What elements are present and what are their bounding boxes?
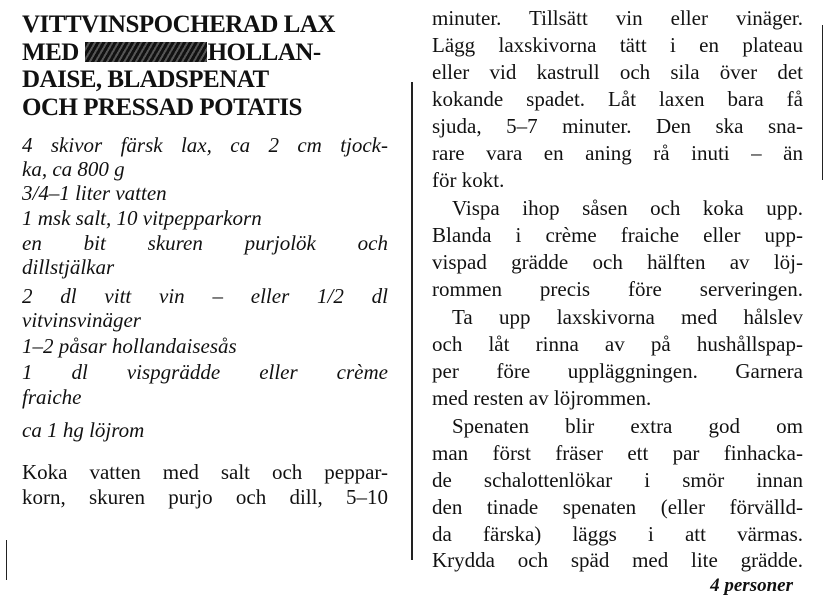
ingredient-line: ka, ca 800 g [22,157,125,181]
body-line: Spenaten blir extra god om [452,414,803,438]
body-line: Koka vatten med salt och peppar- [22,460,388,484]
body-line: da färska) läggs i att värmas. [432,522,803,546]
body-line: man först fräser ett par finhacka- [432,441,803,465]
body-line: sjuda, 5–7 minuter. Den ska sna- [432,114,803,138]
title-word: MED [22,39,79,66]
body-line: Lägg laxskivorna tätt i en plateau [432,33,803,57]
title-line [22,40,362,66]
right-edge-rule [822,25,823,180]
body-line: korn, skuren purjo och dill, 5–10 [22,485,388,509]
redacted-word-scribble [85,42,207,62]
body-line: för kokt. [432,168,505,192]
left-edge-rule [6,540,7,580]
ingredient-line: 1–2 påsar hollandaisesås [22,334,237,358]
ingredient-line: 4 skivor färsk lax, ca 2 cm tjock- [22,133,388,157]
title-line: OCH PRESSAD POTATIS [22,94,302,121]
body-line: minuter. Tillsätt vin eller vinäger. [432,6,803,30]
body-line: kokande spadet. Låt laxen bara få [432,87,803,111]
body-line: och låt rinna av på hushållspap- [432,332,803,356]
body-line: Vispa ihop såsen och koka upp. [452,196,803,220]
body-line: eller vid kastrull och sila över det [432,60,803,84]
body-line: med resten av löjrommen. [432,386,652,410]
ingredient-line: fraiche [22,385,82,409]
body-line: per före uppläggningen. Garnera [432,359,803,383]
ingredient-line: en bit skuren purjolök och [22,231,388,255]
ingredient-line: vitvinsvinäger [22,308,141,332]
body-line: de schalottenlökar i smör innan [432,468,803,492]
servings: 4 personer [710,575,793,596]
body-line: vispad grädde och hälften av löj- [432,250,803,274]
ingredient-line: 1 msk salt, 10 vitpepparkorn [22,206,262,230]
ingredient-line: dillstjälkar [22,255,115,279]
body-line: rommen precis före serveringen. [432,277,803,301]
ingredient-line: 1 dl vispgrädde eller crème [22,360,388,384]
ingredient-line: 2 dl vitt vin – eller 1/2 dl [22,284,388,308]
column-divider [411,82,413,560]
body-line: rare vara en aning rå inuti – än [432,141,803,165]
title-line: DAISE, BLADSPENAT [22,66,269,93]
body-line: Ta upp laxskivorna med hålslev [452,305,803,329]
title-word: HOLLAN- [207,39,321,66]
body-line: Blanda i crème fraiche eller upp- [432,223,803,247]
title-line: VITTVINSPOCHERAD LAX [22,11,335,38]
ingredient-line: 3/4–1 liter vatten [22,181,167,205]
ingredient-line: ca 1 hg löjrom [22,418,145,442]
body-line: Krydda och späd med lite grädde. [432,548,803,572]
body-line: den tinade spenaten (eller förvälld- [432,495,803,519]
